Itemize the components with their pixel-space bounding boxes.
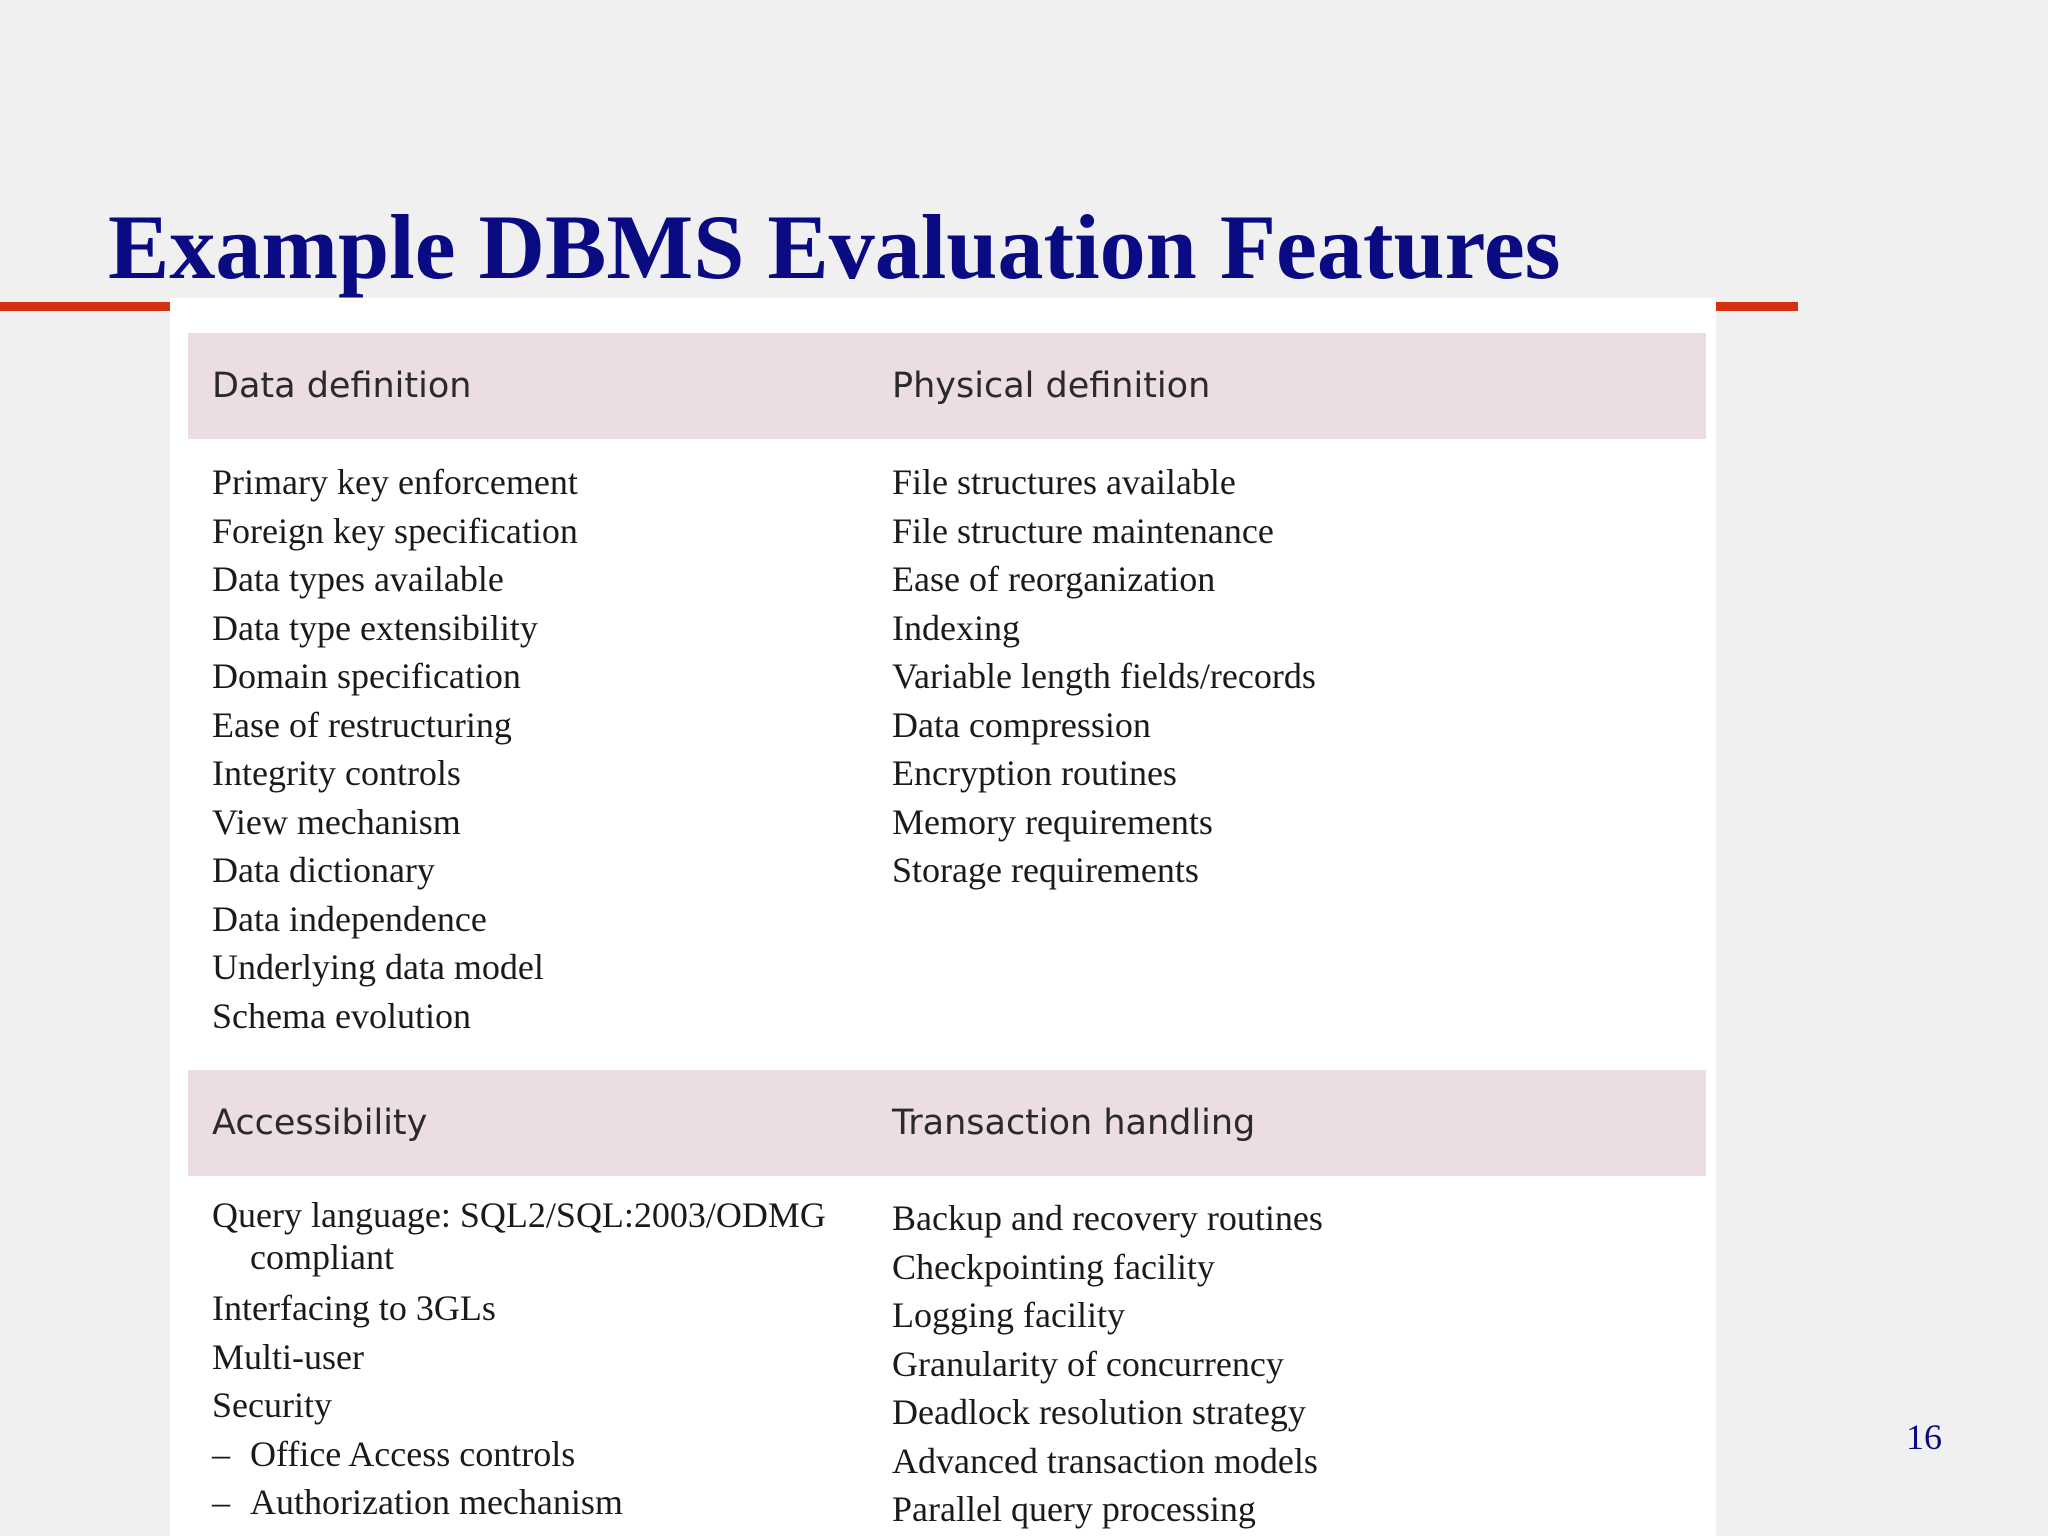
list-item: Variable length fields/records — [892, 656, 1316, 696]
list-item: Interfacing to 3GLs — [212, 1288, 496, 1328]
slide-title: Example DBMS Evaluation Features — [108, 196, 1561, 298]
list-item: Data type extensibility — [212, 607, 538, 648]
physical-definition-list — [892, 458, 1692, 895]
sub-item-label: Office Access controls — [250, 1433, 576, 1474]
list-item: Data dictionary — [212, 850, 435, 890]
header-physical-definition: Physical definition — [892, 366, 1211, 406]
list-item: Primary key enforcement — [212, 462, 578, 502]
list-item: Integrity controls — [212, 753, 461, 793]
list-item: Domain specification — [212, 656, 521, 696]
list-item: Underlying data model — [212, 947, 544, 987]
list-item: Deadlock resolution strategy — [892, 1392, 1306, 1432]
header-data-definition: Data definition — [212, 366, 472, 406]
list-item: Schema evolution — [212, 995, 471, 1036]
list-item: Granularity of concurrency — [892, 1343, 1284, 1384]
title-rule-left — [0, 302, 170, 311]
page-number: 16 — [1906, 1417, 1942, 1457]
dash-marker: – — [212, 1482, 230, 1522]
list-item: Multi-user — [212, 1336, 364, 1377]
section-header-row-2 — [188, 1070, 1706, 1176]
list-item: Data compression — [892, 704, 1151, 745]
dash-marker: – — [212, 1433, 230, 1474]
sub-list-item — [212, 1430, 872, 1479]
list-item: Data types available — [212, 559, 504, 599]
list-item: Query language: SQL2/SQL:2003/ODMG compliant — [212, 1195, 826, 1277]
list-item: Encryption routines — [892, 753, 1177, 793]
list-item: View mechanism — [212, 801, 461, 842]
list-item: Logging facility — [892, 1295, 1125, 1335]
data-definition-list — [212, 458, 872, 1040]
sub-item-label: Authorization mechanism — [250, 1482, 623, 1522]
title-rule-right — [1716, 302, 1798, 311]
list-item: Parallel query processing — [892, 1489, 1256, 1529]
list-item: Ease of reorganization — [892, 559, 1216, 599]
section-header-row-1 — [188, 333, 1706, 439]
list-item: File structure maintenance — [892, 510, 1274, 551]
accessibility-list — [212, 1194, 872, 1527]
sub-list-item — [212, 1478, 872, 1527]
list-item: Foreign key specification — [212, 510, 578, 551]
header-transaction-handling: Transaction handling — [892, 1103, 1256, 1143]
list-item: File structures available — [892, 462, 1236, 502]
list-item: Memory requirements — [892, 801, 1213, 842]
list-item: Data independence — [212, 898, 487, 939]
list-item: Checkpointing facility — [892, 1246, 1215, 1287]
list-item: Security — [212, 1385, 332, 1425]
header-accessibility: Accessibility — [212, 1103, 428, 1143]
list-item: Ease of restructuring — [212, 704, 512, 745]
features-table — [170, 298, 1716, 1536]
list-item: Storage requirements — [892, 850, 1199, 890]
list-item: Indexing — [892, 607, 1020, 648]
list-item: Advanced transaction models — [892, 1440, 1318, 1481]
transaction-handling-list — [892, 1194, 1692, 1534]
list-item: Backup and recovery routines — [892, 1198, 1323, 1238]
